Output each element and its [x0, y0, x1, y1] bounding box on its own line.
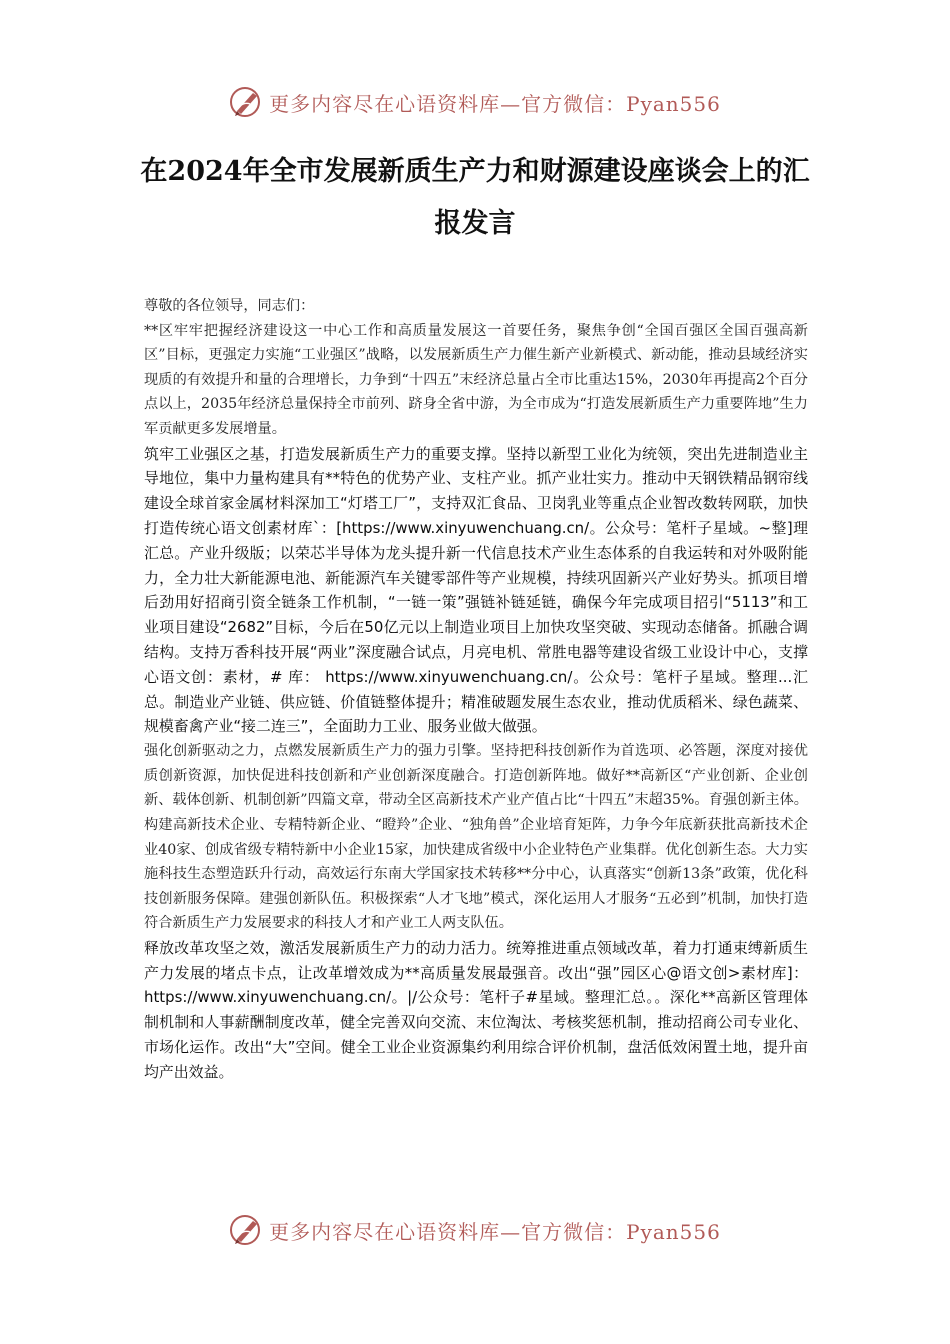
- banner-text: 更多内容尽在心语资料库—官方微信：Pyan556: [269, 1219, 721, 1244]
- document-title: 在2024年全市发展新质生产力和财源建设座谈会上的汇报发言: [140, 156, 810, 239]
- banner-text: 更多内容尽在心语资料库—官方微信：Pyan556: [269, 91, 721, 116]
- salutation: 尊敬的各位领导，同志们：: [144, 298, 315, 314]
- paragraph-industry: 筑牢工业强区之基，打造发展新质生产力的重要支撑。坚持以新型工业化为统领，突出先进制造业主导地位，集中力量构建具有**特色的优势产业、支柱产业。抓产业壮实力。推动中天钢铁精品钢帘线建设全球首家金属材料深加工“灯塔工厂”，支持双汇食品、卫岗乳业等重点企业智改数转网联，加快打造传统心语文创素材库`：[https://www.xinyuwenchuang.cn/。公众号：笔杆子星域。~整]理汇总。产业升级版；以荣芯半导体为龙头提升新一代信息技术产业生态体系的自我运转和对外吸附能力，全力壮大新能源电池、新能源汽车关键零部件等产业规模，持续巩固新兴产业好势头。抓项目增后劲用好招商引资全链条工作机制，“一链一策”强链补链延链，确保今年完成项目招引“5113”和工业项目建设“2682”目标，今后在50亿元以上制造业项目上加快攻坚突破、实现动态储备。抓融合调结构。支持万香科技开展“两业”深度融合试点，月亮电机、常胜电器等建设省级工业设计中心，支撑心语文创：素材，# 库： https://www.xinyuwenchuang.cn/。公众号：笔杆子星域。整理...汇总。制造业产业链、供应链、价值链整体提升；精准破题发展生态农业，推动优质稻米、绿色蔬菜、规模畜禽产业“接二连三”，全面助力工业、服务业做大做强。: [144, 444, 808, 736]
- footer-watermark-banner: [0, 1208, 950, 1252]
- pen-logo-icon: [229, 1213, 263, 1247]
- paragraph-reform: 释放改革攻坚之效，激活发展新质生产力的动力活力。统筹推进重点领域改革，着力打通束缚新质生产力发展的堵点卡点，让改革增效成为**高质量发展最强音。改出“强”园区心@语文创>素材库]：https://www.xinyuwenchuang.cn/。|/公众号：笔杆子#星域。整理汇总。。深化**高新区管理体制机制和人事薪酬制度改革，健全完善双向交流、末位淘汰、考核奖惩机制，推动招商公司专业化、市场化运作。改出“大”空间。健全工业企业资源集约利用综合评价机制，盘活低效闲置土地，提升亩均产出效益。: [144, 938, 808, 1081]
- paragraph-innovation: 强化创新驱动之力，点燃发展新质生产力的强力引擎。坚持把科技创新作为首选项、必答题，深度对接优质创新资源，加快促进科技创新和产业创新深度融合。打造创新阵地。做好**高新区“产业创新、企业创新、载体创新、机制创新”四篇文章，带动全区高新技术产业产值占比“十四五”末超35%。育强创新主体。构建高新技术企业、专精特新企业、“瞪羚”企业、“独角兽”企业培育矩阵，力争今年底新获批高新技术企业40家、创成省级专精特新中小企业15家，加快建成省级中小企业特色产业集群。优化创新生态。大力实施科技生态塑造跃升行动，高效运行东南大学国家技术转移**分中心，认真落实“创新13条”政策，优化科技创新服务保障。建强创新队伍。积极探索“人才飞地”模式，深化运用人才服务“五必到”机制，加快打造符合新质生产力发展要求的科技人才和产业工人两支队伍。: [144, 743, 808, 932]
- header-watermark-banner: [0, 80, 950, 124]
- pen-logo-icon: [229, 85, 263, 119]
- paragraph-intro: **区牢牢把握经济建设这一中心工作和高质量发展这一首要任务，聚焦争创“全国百强区全国百强高新区”目标，更强定力实施“工业强区”战略，以发展新质生产力催生新产业新模式、新动能，推动县域经济实现质的有效提升和量的合理增长，力争到“十四五”末经济总量占全市比重达15%，2030年再提高2个百分点以上，2035年经济总量保持全市前列、跻身全省中游，为全市成为“打造发展新质生产力重要阵地”生力军贡献更多发展增量。: [144, 322, 808, 437]
- document-body: [144, 294, 808, 1194]
